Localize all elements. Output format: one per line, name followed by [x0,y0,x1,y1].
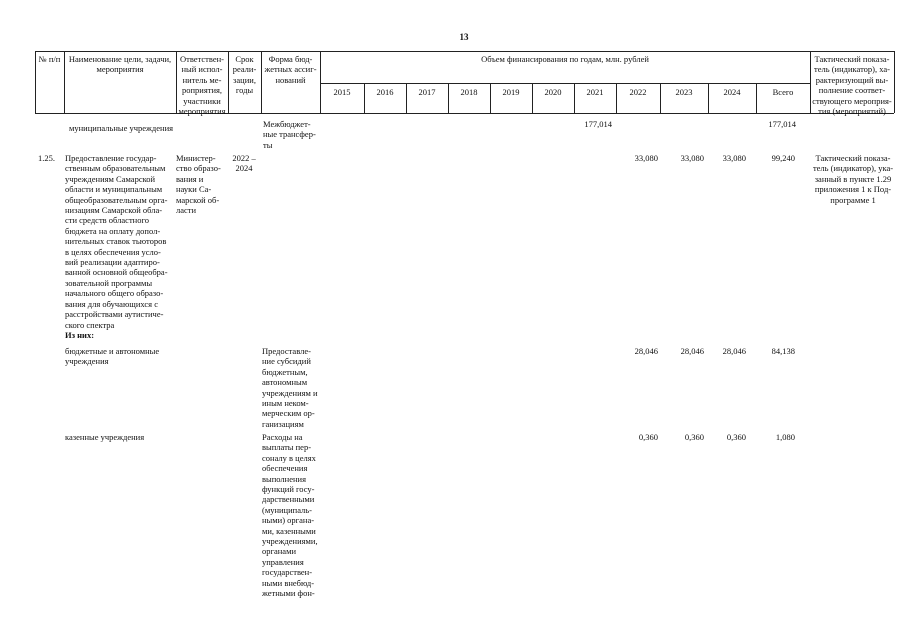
row-value-2024: 28,046 [722,346,746,356]
year-2018: 2018 [460,87,478,97]
year-2020: 2020 [544,87,562,97]
row-number: 1.25. [38,153,55,163]
row-value-2022: 33,080 [634,153,658,163]
row-value-2023: 33,080 [680,153,704,163]
row-value-2022: 28,046 [634,346,658,356]
row-value-total: 84,138 [771,346,795,356]
row-value-total: 99,240 [771,153,795,163]
row-term: 2022 – 2024 [232,153,256,174]
year-2019: 2019 [502,87,520,97]
header-num: № п/п [38,54,61,64]
row-name: бюджетные и автономные учреждения [65,346,160,367]
row-value-total: 1,080 [775,432,795,442]
year-2017: 2017 [418,87,436,97]
row-value-2021: 177,014 [584,119,612,129]
row-value-total: 177,014 [768,119,796,129]
page-number: 13 [459,32,469,42]
row-value-2023: 0,360 [684,432,704,442]
row-value-2024: 33,080 [722,153,746,163]
row-form: Расходы на выплаты пер- соналу в целях обеспечения выполнения функций госу- дарственными (муниципаль- ными) органа- ми, казенными учреждениями, органами управления государствен- ными внебюд- жетными фон- [262,432,318,599]
row-responsible: Министер- ство образо- вания и науки Са- марской об- ласти [176,153,221,216]
row-name: Предоставление государ- ственным образовательным учреждениям Самарской области и муниципальным общеобразовательным орга- низациям Самарской обла- сти средств областного бюджета на оплату допол- нительных ставок тьюторов в целях обеспечения усло- вий реализации адаптиро- ванной основной общеобра- зовательной программы начального общего образо- вания для обучающихся с расстройствами аутистиче- ского спектра [65,153,168,330]
row-name: казенные учреждения [65,432,145,442]
row-value-2023: 28,046 [680,346,704,356]
of-them-label: Из них: [65,330,95,340]
row-value-2024: 0,360 [726,432,746,442]
row-value-2022: 0,360 [638,432,658,442]
header-form: Форма бюд- жетных ассиг- нований [264,54,317,85]
year-2023: 2023 [675,87,693,97]
year-2021: 2021 [586,87,604,97]
year-2016: 2016 [376,87,394,97]
header-funding: Объем финансирования по годам, млн. рублей [481,54,649,64]
row-name: муниципальные учреждения [69,123,174,133]
header-indicator: Тактический показа- тель (индикатор), ха- рактеризующий вы- полнение соответ- ствующего мероприя- тия (мероприятий) [812,54,892,117]
row-indicator: Тактический показа- тель (индикатор), ука- занный в пункте 1.29 приложения 1 к Под- программе 1 [812,153,894,205]
header-name: Наименование цели, задачи, мероприятия [68,54,172,75]
year-total: Всего [772,87,794,97]
year-2015: 2015 [333,87,351,97]
year-2022: 2022 [629,87,647,97]
header-term: Срок реали- зации, годы [232,54,257,96]
header-responsible: Ответствен- ный испол- нитель ме- роприятия, участники мероприятия [178,54,226,117]
row-form: Межбюджет- ные трансфер- ты [263,119,316,150]
year-2024: 2024 [723,87,741,97]
row-form: Предоставле- ние субсидий бюджетным, автономным учреждениям и иным неком- мерческим ор- ганизациям [262,346,318,429]
